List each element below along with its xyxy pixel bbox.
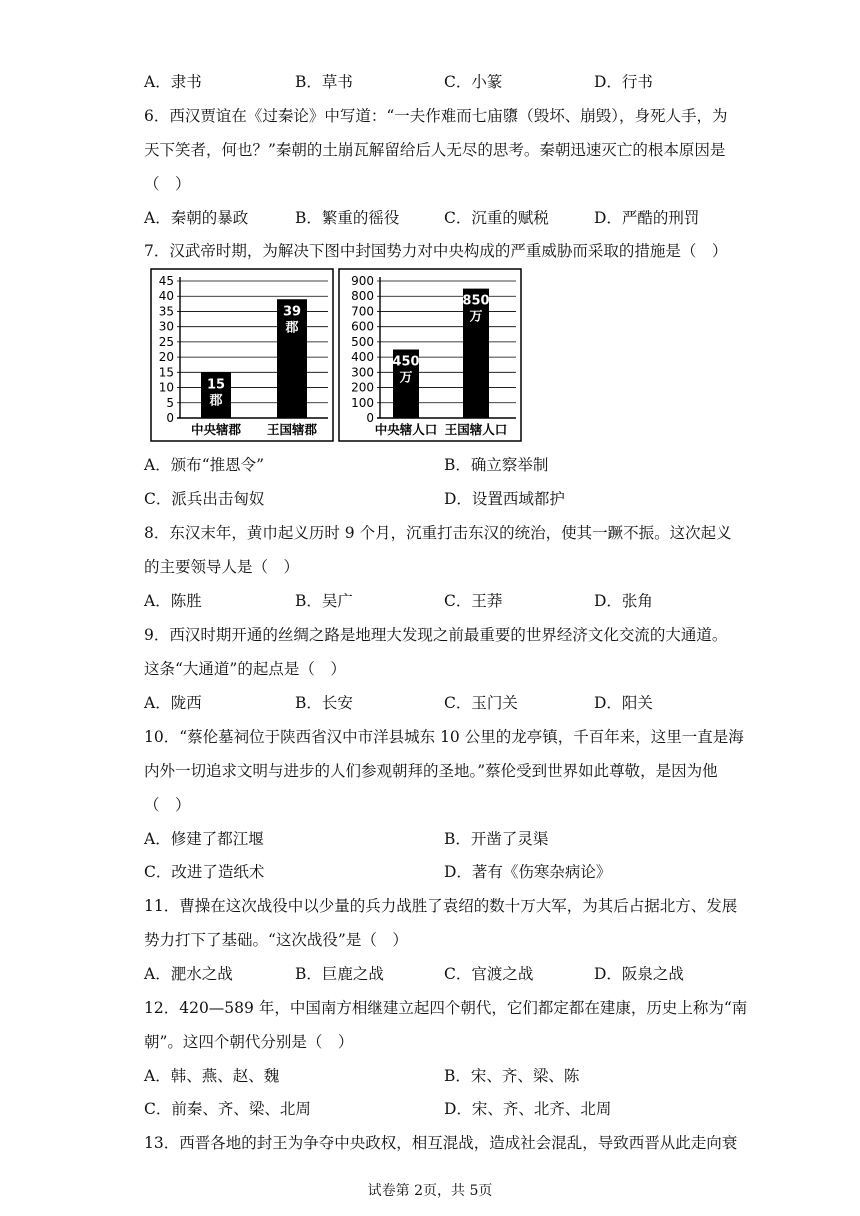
bar-data-label: 万 xyxy=(469,309,483,325)
option-a[interactable]: A．隶书 xyxy=(144,73,202,91)
y-tick-label: 200 xyxy=(351,380,374,395)
option-b[interactable]: B．开凿了灵渠 xyxy=(444,830,549,848)
option-a[interactable]: A．修建了都江堰 xyxy=(144,830,264,848)
option-d[interactable]: D．行书 xyxy=(594,73,653,91)
option-d[interactable]: D．阳关 xyxy=(594,694,653,712)
option-d[interactable]: D．设置西域都护 xyxy=(444,490,565,508)
question-12-text: 12．420—589 年，中国南方相继建立起四个朝代，它们都定都在建康，历史上称为“南 xyxy=(144,999,748,1017)
y-tick-label: 0 xyxy=(366,411,374,425)
option-d[interactable]: D．阪泉之战 xyxy=(594,965,684,983)
question-10-text: 内外一切追求文明与进步的人们参观朝拜的圣地。”蔡伦受到世界如此尊敬，是因为他 xyxy=(144,762,718,780)
option-a[interactable]: A．秦朝的暴政 xyxy=(144,209,249,227)
option-c[interactable]: C．派兵出击匈奴 xyxy=(144,490,265,508)
y-tick-label: 20 xyxy=(158,350,174,365)
option-d[interactable]: D．宋、齐、北齐、北周 xyxy=(444,1100,612,1118)
option-c[interactable]: C．王莽 xyxy=(444,592,503,610)
option-b[interactable]: B．确立察举制 xyxy=(444,456,549,474)
question-11-text: 势力打下了基础。“这次战役”是（ ） xyxy=(144,931,408,949)
y-tick-label: 900 xyxy=(351,274,374,288)
question-7-text: 7．汉武帝时期，为解决下图中封国势力对中央构成的严重威胁而采取的措施是（ ） xyxy=(144,242,728,260)
bar-data-label: 15 xyxy=(206,377,226,393)
q7-charts-figure xyxy=(150,268,522,444)
option-c[interactable]: C．前秦、齐、梁、北周 xyxy=(144,1100,311,1118)
y-tick-label: 400 xyxy=(351,350,374,365)
option-d[interactable]: D．严酷的刑罚 xyxy=(594,209,700,227)
option-a[interactable]: A．韩、燕、赵、魏 xyxy=(144,1067,280,1085)
bar-data-label: 39 xyxy=(282,304,302,320)
option-a[interactable]: A．陈胜 xyxy=(144,592,202,610)
option-b[interactable]: B．巨鹿之战 xyxy=(295,965,384,983)
y-tick-label: 700 xyxy=(351,304,374,319)
x-category-label: 王国辖人口 xyxy=(444,422,508,437)
option-b[interactable]: B．宋、齐、梁、陈 xyxy=(444,1067,580,1085)
question-10-blank: （ ） xyxy=(144,796,191,814)
y-tick-label: 300 xyxy=(351,365,374,380)
question-6-text: 天下笑者，何也？”秦朝的土崩瓦解留给后人无尽的思考。秦朝迅速灭亡的根本原因是 xyxy=(144,141,726,159)
bar-data-label: 850 xyxy=(462,293,490,309)
y-tick-label: 800 xyxy=(351,289,374,304)
option-c[interactable]: C．官渡之战 xyxy=(444,965,534,983)
option-d[interactable]: D．著有《伤寒杂病论》 xyxy=(444,863,612,881)
y-tick-label: 0 xyxy=(166,411,174,425)
question-6-text: 6．西汉贾谊在《过秦论》中写道：“一夫作难而七庙隳（毁坏、崩毁），身死人手，为 xyxy=(144,107,728,125)
question-12-text: 朝”。这四个朝代分别是（ ） xyxy=(144,1033,354,1051)
question-11-text: 11．曹操在这次战役中以少量的兵力战胜了袁绍的数十万大军，为其后占据北方、发展 xyxy=(144,897,738,915)
option-d[interactable]: D．张角 xyxy=(594,592,653,610)
option-c[interactable]: C．小篆 xyxy=(444,73,503,91)
option-a[interactable]: A．淝水之战 xyxy=(144,965,233,983)
y-tick-label: 40 xyxy=(158,289,174,304)
y-tick-label: 100 xyxy=(351,395,374,410)
option-a[interactable]: A．陇西 xyxy=(144,694,202,712)
y-tick-label: 600 xyxy=(351,319,374,334)
bar-data-label: 郡 xyxy=(209,393,223,409)
y-tick-label: 25 xyxy=(158,334,174,349)
option-b[interactable]: B．繁重的徭役 xyxy=(295,209,400,227)
y-tick-label: 45 xyxy=(158,274,174,288)
bar-data-label: 郡 xyxy=(285,320,299,336)
bar-data-label: 450 xyxy=(392,354,420,370)
y-tick-label: 5 xyxy=(166,395,174,410)
x-category-label: 中央辖郡 xyxy=(190,422,242,437)
question-6-blank: （ ） xyxy=(144,175,191,193)
question-10-text: 10．“蔡伦墓祠位于陕西省汉中市洋县城东 10 公里的龙亭镇，千百年来，这里一直是海 xyxy=(144,728,744,746)
option-b[interactable]: B．吴广 xyxy=(295,592,353,610)
question-9-text: 9．西汉时期开通的丝绸之路是地理大发现之前最重要的世界经济文化交流的大通道。 xyxy=(144,626,728,644)
option-b[interactable]: B．草书 xyxy=(295,73,353,91)
y-tick-label: 500 xyxy=(351,334,374,349)
question-8-text: 的主要领导人是（ ） xyxy=(144,558,300,576)
x-category-label: 王国辖郡 xyxy=(266,422,318,437)
bar-charts-svg xyxy=(150,268,522,444)
option-c[interactable]: C．玉门关 xyxy=(444,694,518,712)
question-13-text: 13．西晋各地的封王为争夺中央政权，相互混战，造成社会混乱，导致西晋从此走向衰 xyxy=(144,1134,738,1152)
y-tick-label: 15 xyxy=(158,365,174,380)
x-category-label: 中央辖人口 xyxy=(374,422,438,437)
option-b[interactable]: B．长安 xyxy=(295,694,353,712)
y-tick-label: 10 xyxy=(158,380,174,395)
bar-data-label: 万 xyxy=(399,370,413,386)
question-8-text: 8．东汉末年，黄巾起义历时 9 个月，沉重打击东汉的统治，使其一蹶不振。这次起义 xyxy=(144,524,732,542)
page-footer: 试卷第 2页，共 5页 xyxy=(367,1183,493,1199)
option-c[interactable]: C．改进了造纸术 xyxy=(144,863,265,881)
y-tick-label: 35 xyxy=(158,304,174,319)
y-tick-label: 30 xyxy=(158,319,174,334)
question-9-text: 这条“大通道”的起点是（ ） xyxy=(144,660,346,678)
option-c[interactable]: C．沉重的赋税 xyxy=(444,209,549,227)
option-a[interactable]: A．颁布“推恩令” xyxy=(144,456,265,474)
